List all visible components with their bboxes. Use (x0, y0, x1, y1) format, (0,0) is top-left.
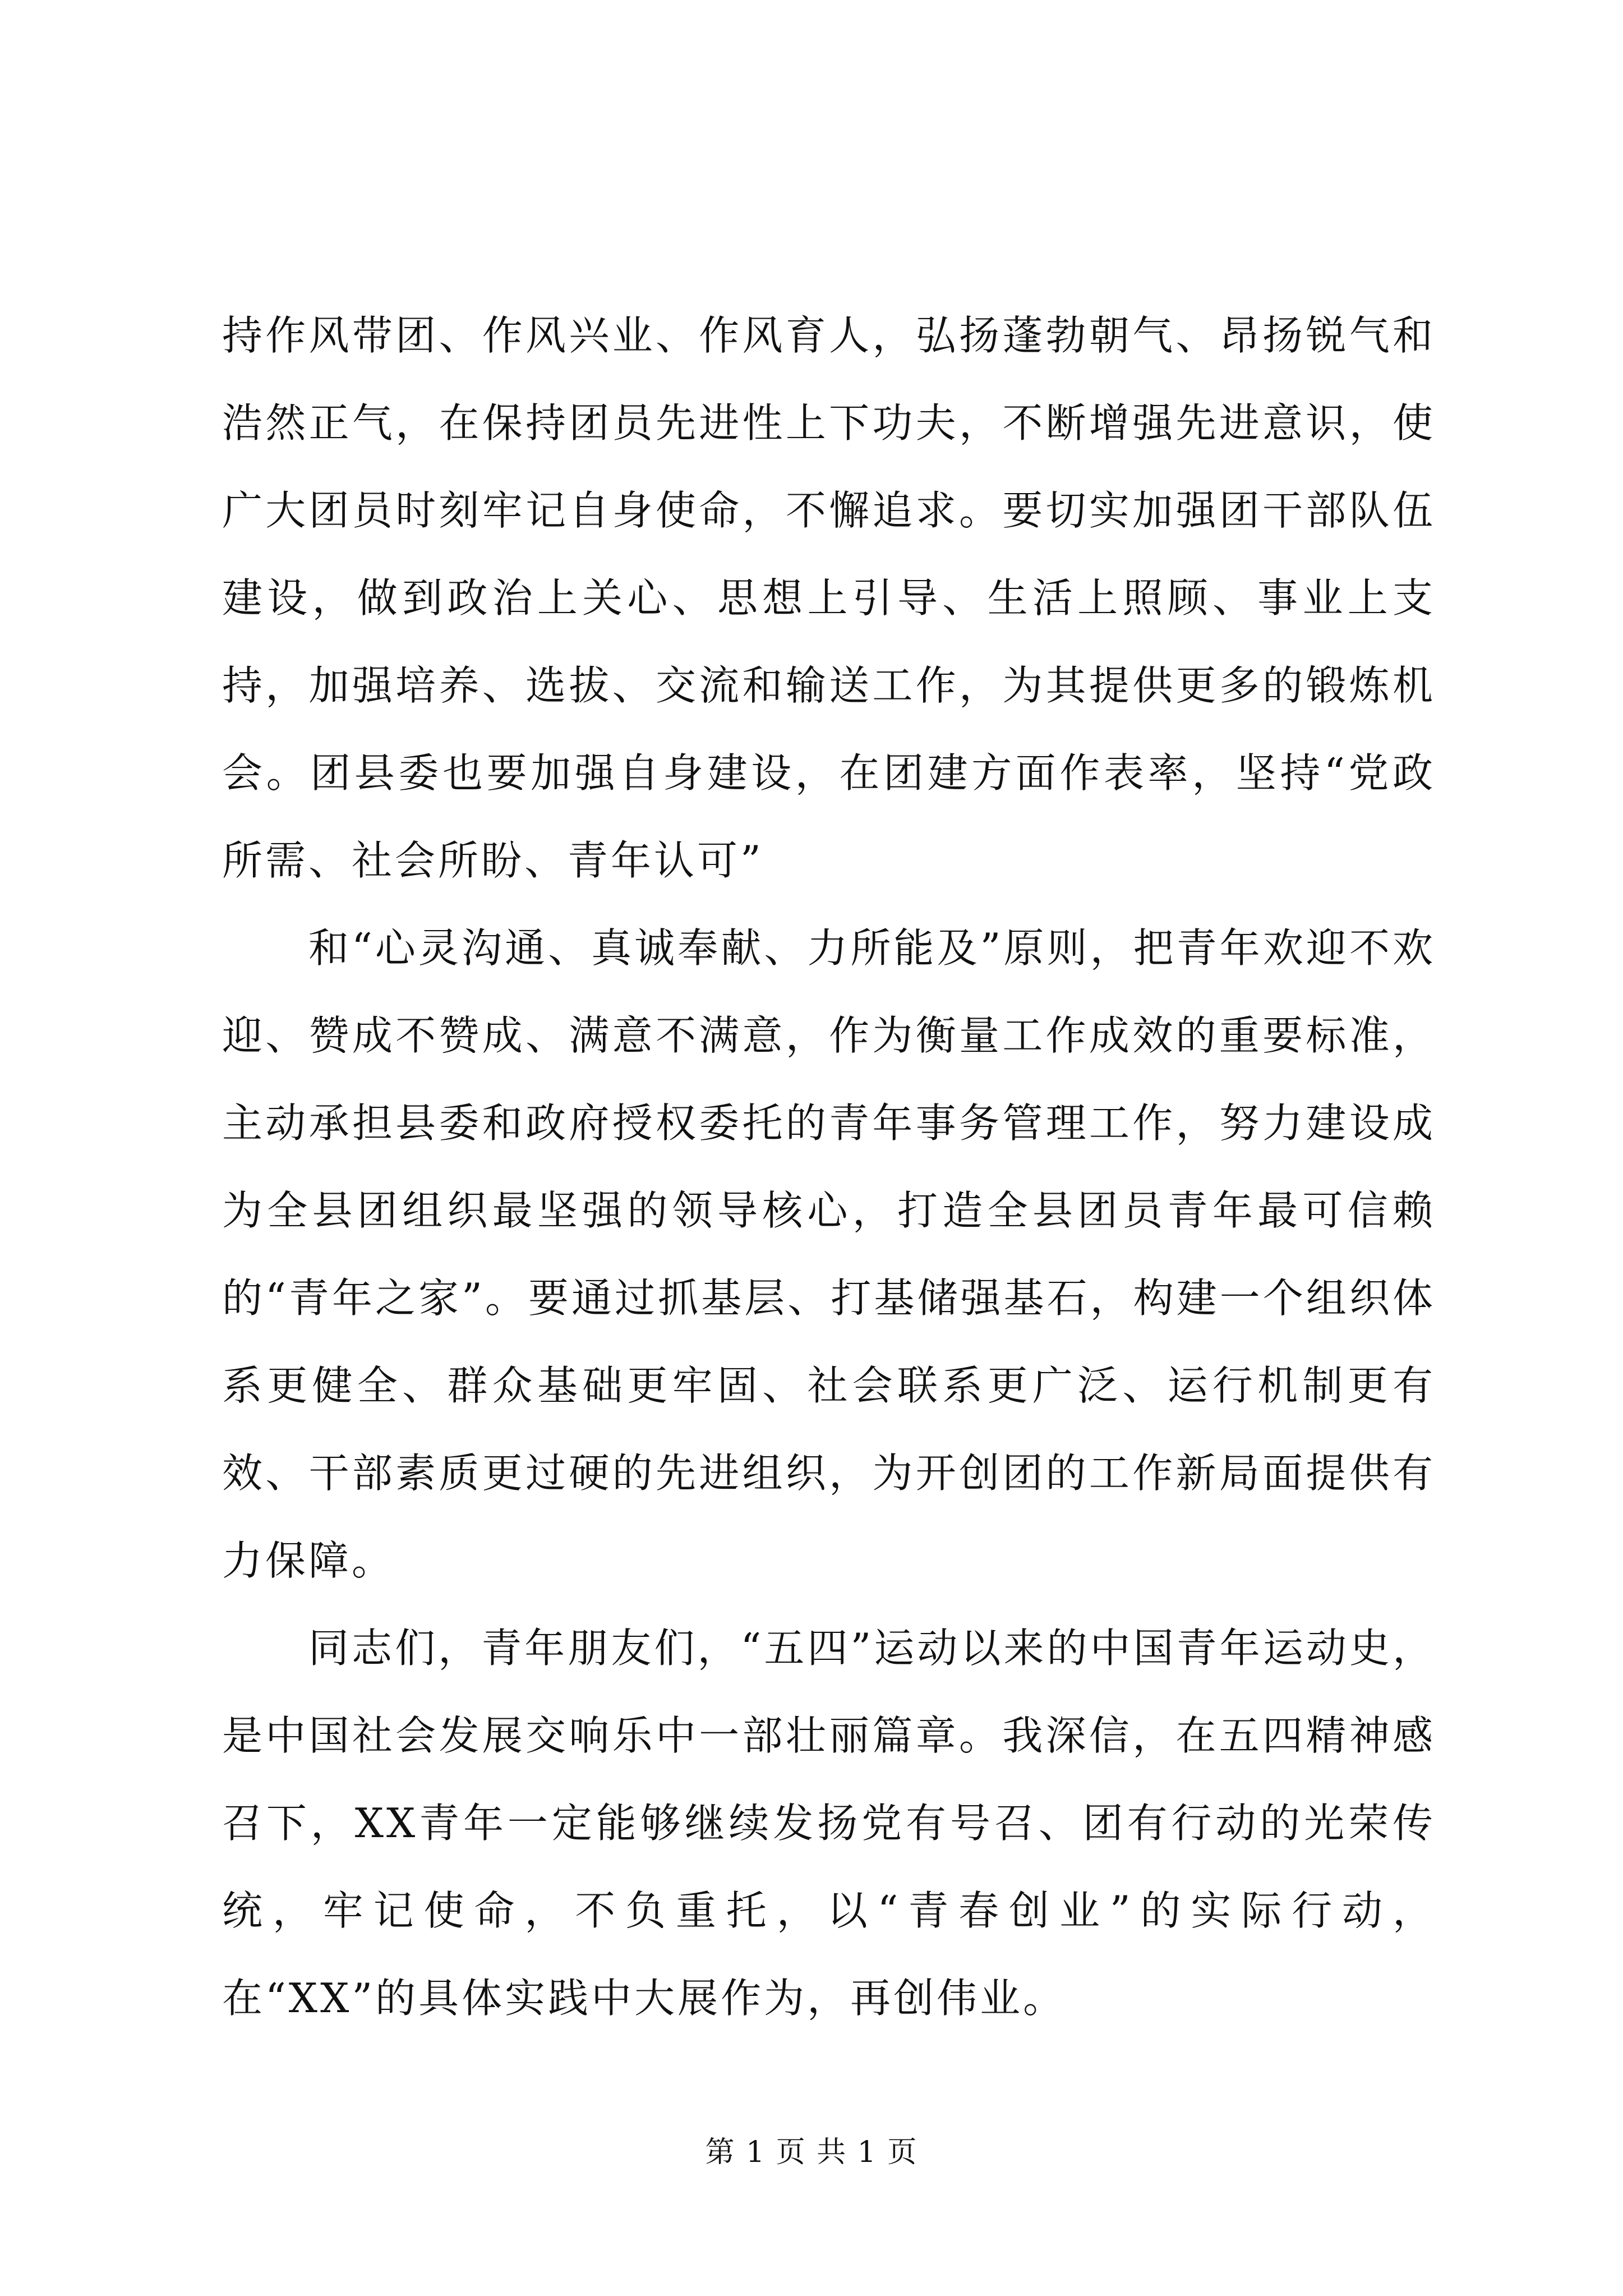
paragraph-continued: 持作风带团、作风兴业、作风育人，弘扬蓬勃朝气、昂扬锐气和浩然正气，在保持团员先进性上下功夫，不断增强先进意识，使广大团员时刻牢记自身使命，不懈追求。要切实加强团干部队伍建设，做到政治上关心、思想上引导、生活上照顾、事业上支持，加强培养、选拔、交流和输送工作，为其提供更多的锻炼机会。团县委也要加强自身建设，在团建方面作表率，坚持“党政所需、社会所盼、青年认可” (222, 312, 1436, 884)
paragraph-principles: 和“心灵沟通、真诚奉献、力所能及”原则，把青年欢迎不欢迎、赞成不赞成、满意不满意，作为衡量工作成效的重要标准，主动承担县委和政府授权委托的青年事务管理工作，努力建设成为全县团组织最坚强的领导核心，打造全县团员青年最可信赖的“青年之家”。要通过抓基层、打基储强基石，构建一个组织体系更健全、群众基础更牢固、社会联系更广泛、运行机制更有效、干部素质更过硬的先进组织，为开创团的工作新局面提供有力保障。 (222, 924, 1436, 1584)
document-body (222, 292, 1436, 2042)
paragraph-closing: 同志们，青年朋友们，“五四”运动以来的中国青年运动史，是中国社会发展交响乐中一部壮丽篇章。我深信，在五四精神感召下，XX青年一定能够继续发扬党有号召、团有行动的光荣传统，牢记使命，不负重托，以“青春创业”的实际行动，在“XX”的具体实践中大展作为，再创伟业。 (222, 1625, 1436, 2022)
page-number-footer: 第 1 页 共 1 页 (705, 2136, 918, 2169)
